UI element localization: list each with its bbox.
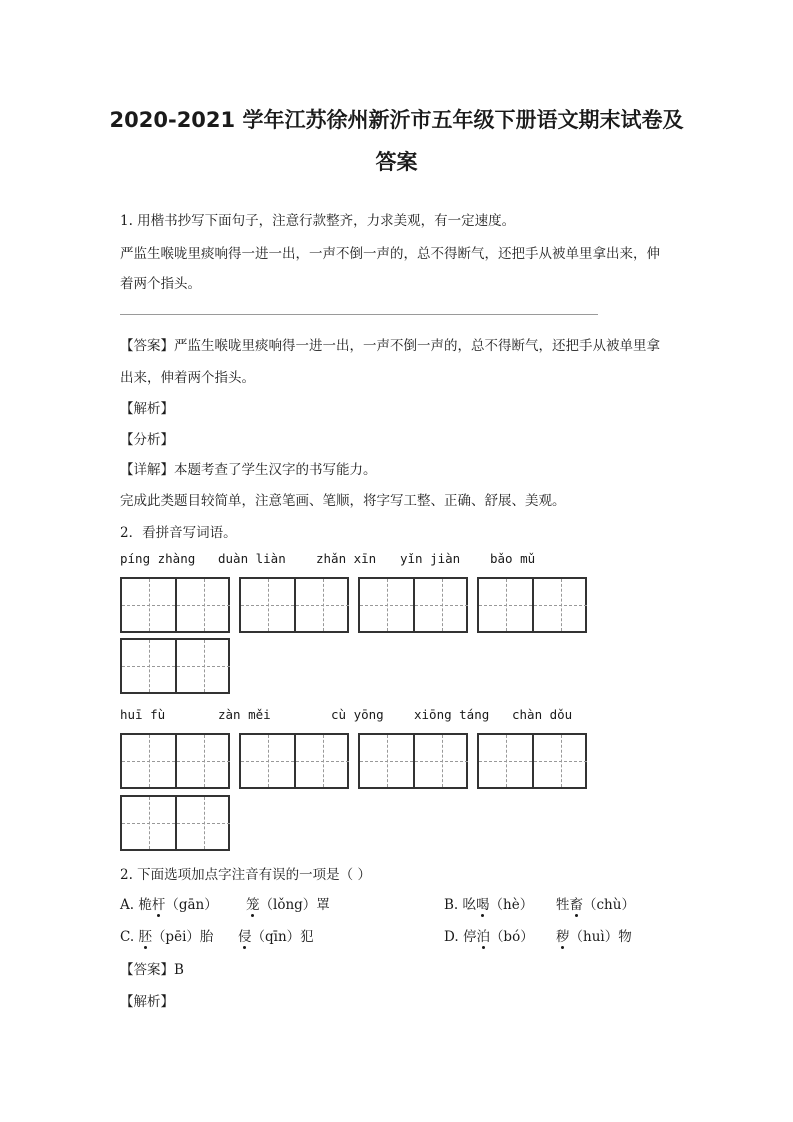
q1-fenxi: 【分析】	[120, 432, 174, 448]
writing-grid[interactable]	[477, 577, 587, 633]
pinyin-label: chàn dǒu	[512, 707, 573, 722]
option-label: A.	[120, 897, 139, 913]
dotted-char: 胚	[138, 929, 152, 945]
dotted-char: 侵	[238, 929, 252, 945]
q1-text-line2: 着两个指头。	[120, 276, 201, 292]
writing-grid[interactable]	[239, 733, 349, 789]
writing-grid[interactable]	[120, 577, 230, 633]
pinyin-label: cù yōng	[331, 707, 384, 722]
option-a[interactable]: A. 桅杆（gān）	[120, 897, 218, 913]
dotted-char: 笼	[246, 897, 260, 913]
writing-grid[interactable]	[120, 795, 230, 851]
option-c[interactable]: C. 胚（pēi）胎	[120, 929, 214, 945]
q1-answer-line2: 出来，伸着两个指头。	[120, 370, 255, 386]
answer-rule	[120, 314, 598, 315]
pinyin-label: duàn liàn	[218, 551, 286, 566]
q3-prompt: 2. 下面选项加点字注音有误的一项是（ ）	[120, 867, 371, 883]
dotted-char: 喝	[476, 897, 490, 913]
writing-grid[interactable]	[358, 733, 468, 789]
q1-answer-line1: 【答案】严监生喉咙里痰响得一进一出，一声不倒一声的，总不得断气，还把手从被单里拿	[120, 338, 660, 354]
q3-jiexi: 【解析】	[120, 994, 174, 1010]
doc-title-line1: 2020-2021 学年江苏徐州新沂市五年级下册语文期末试卷及	[109, 108, 684, 132]
dotted-char: 杆	[151, 897, 166, 913]
option-d-word2: 秽（huì）物	[556, 929, 632, 945]
option-a-word2: 笼（lǒng）罩	[246, 897, 330, 913]
option-c-word2: 侵（qīn）犯	[238, 929, 314, 945]
writing-grid[interactable]	[120, 638, 230, 694]
pinyin-label: huī fù	[120, 707, 166, 722]
writing-grid[interactable]	[358, 577, 468, 633]
pinyin-label: zàn měi	[218, 707, 271, 722]
q2-prompt: 2．看拼音写词语。	[120, 525, 237, 541]
option-b[interactable]: B. 吆喝（hè）	[444, 897, 534, 913]
pinyin-label: píng zhàng	[120, 551, 196, 566]
q1-xiangjie: 【详解】本题考查了学生汉字的书写能力。	[120, 462, 377, 478]
pinyin-label: bǎo mǔ	[490, 551, 536, 566]
dotted-char: 泊	[476, 929, 490, 945]
q3-answer: 【答案】B	[120, 962, 184, 978]
pinyin-label: yǐn jiàn	[400, 551, 461, 566]
option-d[interactable]: D. 停泊（bó）	[444, 929, 534, 945]
pinyin-label: xiōng táng	[414, 707, 490, 722]
q1-xiangjie2: 完成此类题目较简单，注意笔画、笔顺，将字写工整、正确、舒展、美观。	[120, 493, 566, 509]
doc-title-line2: 答案	[375, 150, 418, 174]
option-label: D.	[444, 929, 463, 945]
option-label: B.	[444, 897, 463, 913]
dotted-char: 秽	[556, 929, 570, 945]
q1-text-line1: 严监生喉咙里痰响得一进一出，一声不倒一声的，总不得断气，还把手从被单里拿出来，伸	[120, 246, 660, 262]
pinyin-label: zhǎn xīn	[316, 551, 377, 566]
option-b-word2: 牲畜（chù）	[556, 897, 635, 913]
writing-grid[interactable]	[239, 577, 349, 633]
q1-jiexi: 【解析】	[120, 401, 174, 417]
dotted-char: 畜	[569, 897, 583, 913]
option-label: C.	[120, 929, 139, 945]
q1-prompt: 1. 用楷书抄写下面句子，注意行款整齐，力求美观，有一定速度。	[120, 213, 516, 229]
writing-grid[interactable]	[120, 733, 230, 789]
writing-grid[interactable]	[477, 733, 587, 789]
